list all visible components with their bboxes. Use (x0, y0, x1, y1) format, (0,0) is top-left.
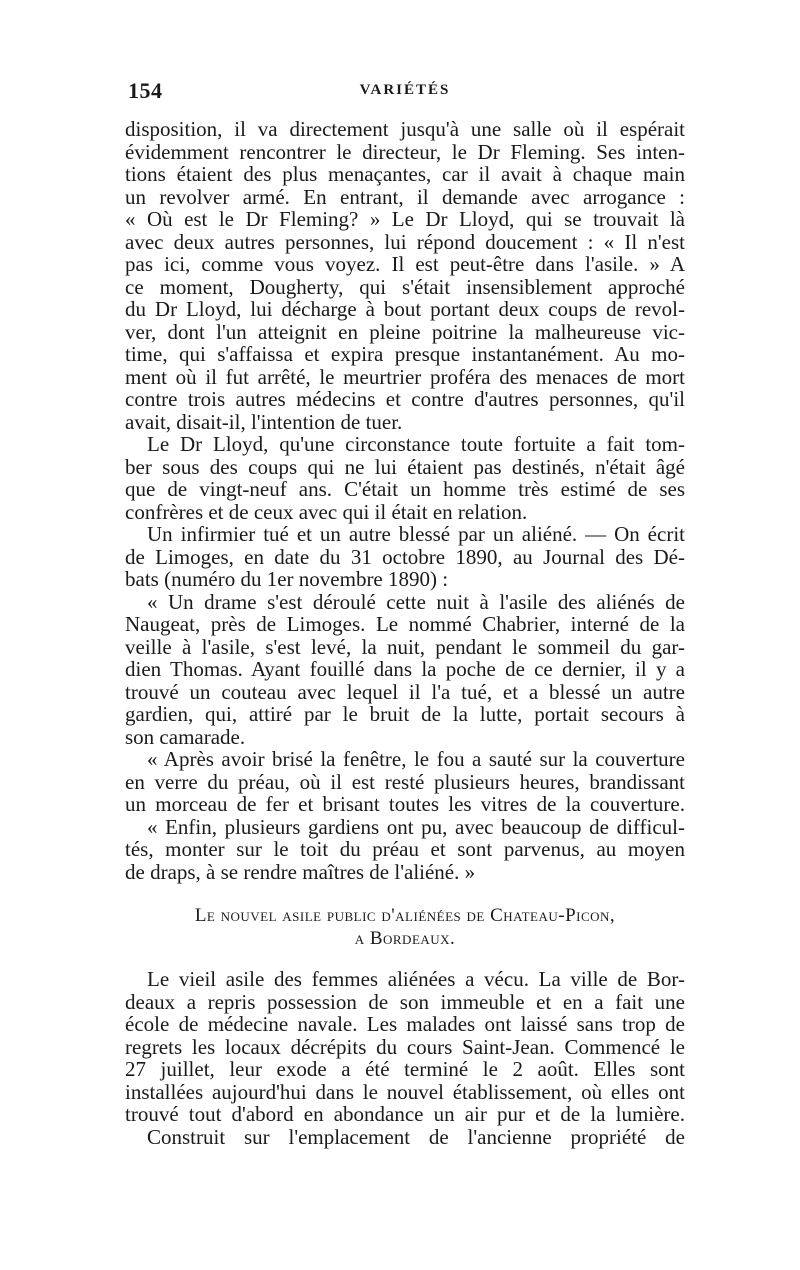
text-line: de draps, à se rendre maîtres de l'aliéné. » (125, 859, 476, 884)
text-line: Le Dr Lloyd, qu'une circonstance toute fortuite a fait tom- (147, 432, 685, 456)
text-line: avait, disait-il, l'intention de tuer. (125, 409, 403, 434)
text-line: « Enfin, plusieurs gardiens ont pu, avec beaucoup de difficul- (147, 814, 685, 839)
book-page (125, 78, 685, 1148)
text-line: contre trois autres médecins et contre d'autres personnes, qu'il (125, 387, 685, 411)
text-line: disposition, il va directement jusqu'à une salle où il espérait (125, 117, 685, 141)
section-heading: a Bordeaux. (354, 927, 456, 949)
text-line: regrets les locaux décrépits du cours Saint-Jean. Commencé le (125, 1034, 685, 1059)
text-line: son camarade. (125, 724, 246, 749)
text-line: tés, monter sur le toit du préau et sont parvenus, au moyen (125, 837, 685, 861)
body-text (125, 118, 685, 1148)
text-line: en verre du préau, où il est resté plusieurs heures, brandissant (125, 769, 685, 794)
text-line: Construit sur l'emplacement de l'ancienne propriété de (147, 1124, 685, 1149)
text-line: installées aujourd'hui dans le nouvel établissement, où elles ont (125, 1079, 685, 1104)
text-line: ber sous des coups qui ne lui étaient pas destinés, n'était âgé (125, 454, 685, 479)
page-number: 154 (128, 78, 163, 103)
text-line: ver, dont l'un atteignit en pleine poitrine la malheureuse vic- (125, 319, 685, 344)
text-line: time, qui s'affaissa et expira presque instantanément. Au mo- (125, 342, 685, 366)
text-line: de Limoges, en date du 31 octobre 1890, au Journal des Dé- (125, 544, 685, 569)
text-line: Un infirmier tué et un autre blessé par un aliéné. — On écrit (147, 522, 685, 546)
text-line: Le vieil asile des femmes aliénées a vécu. La ville de Bor- (147, 967, 685, 991)
text-line: avec deux autres personnes, lui répond doucement : « Il n'est (125, 229, 685, 254)
text-line: école de médecine navale. Les malades ont laissé sans trop de (125, 1012, 685, 1036)
text-line: deaux a repris possession de son immeuble et en a fait une (125, 989, 685, 1014)
text-line: « Un drame s'est déroulé cette nuit à l'asile des aliénés de (147, 589, 685, 614)
text-line: « Après avoir brisé la fenêtre, le fou a sauté sur la couverture (147, 747, 685, 771)
text-line: trouvé tout d'abord en abondance un air pur et de la lumière. (125, 1102, 685, 1126)
text-line: 27 juillet, leur exode a été terminé le 2 août. Elles sont (125, 1057, 685, 1081)
text-line: Naugeat, près de Limoges. Le nommé Chabrier, interné de la (125, 612, 685, 636)
running-title: VARIÉTÉS (359, 82, 451, 98)
text-line: trouvé un couteau avec lequel il l'a tué, et a blessé un autre (125, 679, 685, 704)
text-line: bats (numéro du 1er novembre 1890) : (125, 567, 449, 591)
text-line: veille à l'asile, s'est levé, la nuit, pendant le sommeil du gar- (125, 634, 685, 659)
text-line: confrères et de ceux avec qui il était en relation. (125, 499, 528, 524)
text-line: que de vingt-neuf ans. C'était un homme très estimé de ses (125, 477, 685, 501)
text-line: un morceau de fer et brisant toutes les vitres de la couverture. (125, 792, 685, 816)
text-line: tions étaient des plus menaçantes, car il avait à chaque main (125, 162, 685, 186)
text-line: ment où il fut arrêté, le meurtrier proféra des menaces de mort (125, 364, 685, 389)
text-line: un revolver armé. En entrant, il demande avec arrogance : (125, 184, 685, 209)
text-line: évidemment rencontrer le directeur, le Dr Fleming. Ses inten- (125, 139, 685, 164)
running-head (125, 78, 685, 118)
text-line: « Où est le Dr Fleming? » Le Dr Lloyd, qui se trouvait là (125, 207, 685, 231)
text-line: ce moment, Dougherty, qui s'était insensiblement approché (125, 274, 685, 299)
text-line: dien Thomas. Ayant fouillé dans la poche de ce dernier, il y a (125, 657, 685, 681)
section-heading: Le nouvel asile public d'aliénées de Chateau-Picon, (194, 905, 616, 926)
text-line: pas ici, comme vous voyez. Il est peut-être dans l'asile. » A (125, 252, 685, 276)
text-line: gardien, qui, attiré par le bruit de la lutte, portait secours à (125, 702, 685, 726)
text-line: du Dr Lloyd, lui décharge à bout portant deux coups de revol- (125, 297, 685, 321)
